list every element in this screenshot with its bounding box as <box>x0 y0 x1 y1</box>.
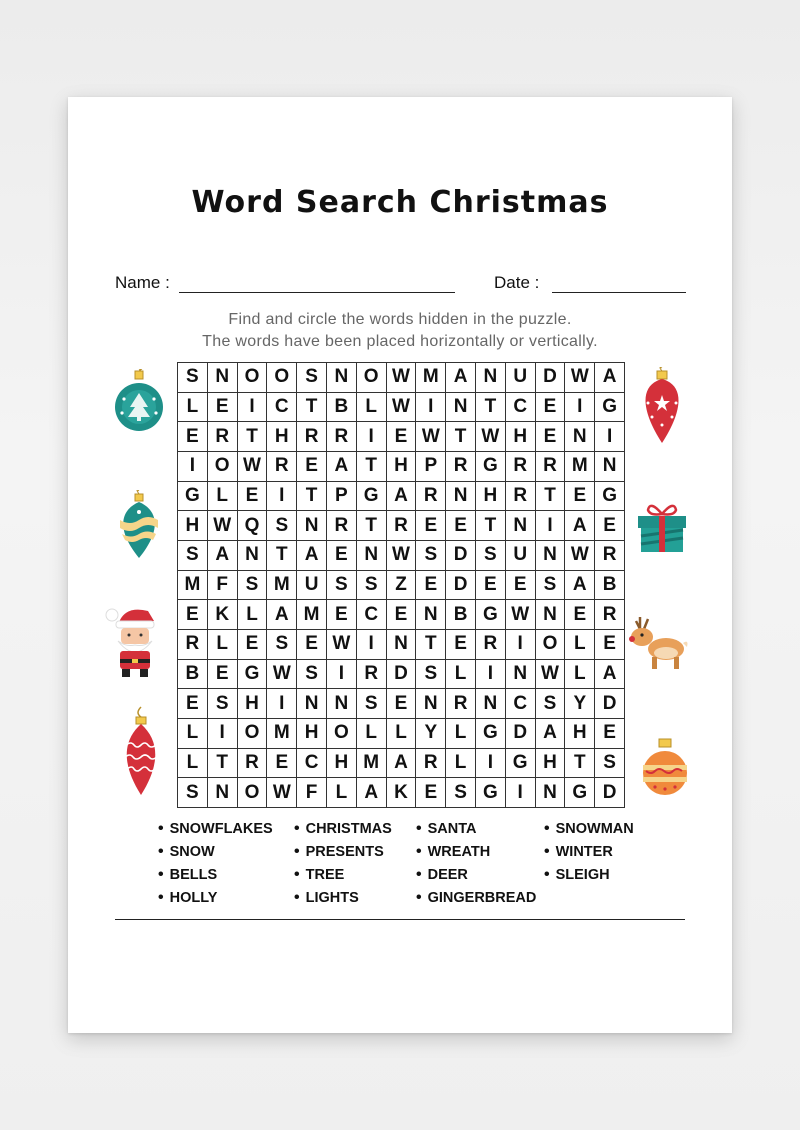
grid-cell[interactable]: B <box>327 393 357 423</box>
grid-cell[interactable]: D <box>446 541 476 571</box>
grid-cell[interactable]: W <box>208 511 238 541</box>
grid-cell[interactable]: S <box>357 689 387 719</box>
grid-cell[interactable]: H <box>297 719 327 749</box>
grid-cell[interactable]: R <box>446 689 476 719</box>
grid-cell[interactable]: L <box>357 393 387 423</box>
grid-cell[interactable]: I <box>267 482 297 512</box>
grid-cell[interactable]: N <box>387 630 417 660</box>
grid-cell[interactable]: E <box>387 422 417 452</box>
grid-cell[interactable]: G <box>476 600 506 630</box>
grid-cell[interactable]: A <box>327 452 357 482</box>
instruction-line: Find and circle the words hidden in the puzzle. <box>228 311 572 328</box>
grid-cell[interactable]: I <box>595 422 625 452</box>
grid-cell[interactable]: L <box>387 719 417 749</box>
grid-cell[interactable]: A <box>565 511 595 541</box>
grid-cell[interactable]: N <box>476 689 506 719</box>
grid-cell[interactable]: I <box>267 689 297 719</box>
grid-cell[interactable]: R <box>476 630 506 660</box>
grid-cell[interactable]: I <box>565 393 595 423</box>
grid-cell[interactable]: E <box>536 393 566 423</box>
grid-cell[interactable]: L <box>565 630 595 660</box>
grid-cell[interactable]: T <box>357 511 387 541</box>
grid-cell[interactable]: S <box>536 689 566 719</box>
grid-cell[interactable]: R <box>267 452 297 482</box>
name-line[interactable] <box>179 292 455 293</box>
grid-cell[interactable]: R <box>387 511 417 541</box>
grid-cell[interactable]: N <box>446 482 476 512</box>
grid-cell[interactable]: E <box>178 600 208 630</box>
grid-cell[interactable]: R <box>208 422 238 452</box>
grid-cell[interactable]: W <box>565 363 595 393</box>
grid-cell[interactable]: H <box>267 422 297 452</box>
grid-cell[interactable]: S <box>476 541 506 571</box>
grid-cell[interactable]: T <box>208 749 238 779</box>
grid-cell[interactable]: L <box>178 719 208 749</box>
grid-cell[interactable]: T <box>446 422 476 452</box>
grid-cell[interactable]: M <box>416 363 446 393</box>
word-list-column <box>416 819 544 907</box>
grid-cell[interactable]: N <box>536 600 566 630</box>
word-item: • SNOW <box>158 842 294 861</box>
date-line[interactable] <box>552 292 686 293</box>
grid-cell[interactable]: A <box>297 541 327 571</box>
word-item: • SANTA <box>416 819 544 838</box>
divider <box>115 919 685 920</box>
grid-cell[interactable]: N <box>297 689 327 719</box>
grid-cell[interactable]: E <box>536 422 566 452</box>
grid-cell[interactable]: N <box>536 541 566 571</box>
grid-cell[interactable]: I <box>178 452 208 482</box>
grid-cell[interactable]: E <box>297 452 327 482</box>
grid-cell[interactable]: N <box>357 541 387 571</box>
grid-cell[interactable]: W <box>267 660 297 690</box>
ornament-red-drop-icon <box>118 705 164 797</box>
date-label: Date : <box>494 273 540 292</box>
grid-cell[interactable]: A <box>536 719 566 749</box>
grid-cell[interactable]: L <box>208 482 238 512</box>
word-item: • WREATH <box>416 842 544 861</box>
grid-cell[interactable]: A <box>357 778 387 808</box>
grid-cell[interactable]: R <box>416 482 446 512</box>
word-list <box>158 819 678 907</box>
word-item: • SNOWFLAKES <box>158 819 294 838</box>
grid-cell[interactable]: O <box>267 363 297 393</box>
grid-cell[interactable]: I <box>536 511 566 541</box>
grid-cell[interactable]: H <box>178 511 208 541</box>
grid-cell[interactable]: I <box>506 630 536 660</box>
grid-cell[interactable]: N <box>536 778 566 808</box>
grid-cell[interactable]: I <box>416 393 446 423</box>
grid-cell[interactable]: G <box>476 452 506 482</box>
grid-cell[interactable]: A <box>595 660 625 690</box>
grid-cell[interactable]: O <box>238 719 268 749</box>
grid-cell[interactable]: R <box>506 452 536 482</box>
grid-cell[interactable]: W <box>267 778 297 808</box>
grid-cell[interactable]: C <box>267 393 297 423</box>
grid-cell[interactable]: H <box>476 482 506 512</box>
grid-cell[interactable]: N <box>208 363 238 393</box>
grid-cell[interactable]: O <box>238 363 268 393</box>
grid-cell[interactable]: E <box>595 719 625 749</box>
grid-cell[interactable]: E <box>595 630 625 660</box>
grid-cell[interactable]: H <box>565 719 595 749</box>
word-item: • SLEIGH <box>544 865 678 884</box>
grid-cell[interactable]: N <box>506 511 536 541</box>
grid-cell[interactable]: I <box>476 660 506 690</box>
gift-box-icon <box>634 500 690 556</box>
grid-cell[interactable]: U <box>506 363 536 393</box>
grid-cell[interactable]: L <box>446 719 476 749</box>
word-item: • BELLS <box>158 865 294 884</box>
grid-cell[interactable]: S <box>416 541 446 571</box>
word-item: • CHRISTMAS <box>294 819 416 838</box>
grid-cell[interactable]: R <box>416 749 446 779</box>
grid-cell[interactable]: H <box>327 749 357 779</box>
grid-cell[interactable]: W <box>416 422 446 452</box>
worksheet-page <box>68 97 732 1033</box>
grid-cell[interactable]: I <box>506 778 536 808</box>
name-label: Name : <box>115 273 170 292</box>
grid-cell[interactable]: R <box>506 482 536 512</box>
grid-cell[interactable]: N <box>416 689 446 719</box>
grid-cell[interactable]: A <box>565 571 595 601</box>
grid-cell[interactable]: E <box>297 630 327 660</box>
grid-cell[interactable]: G <box>476 719 506 749</box>
date-field[interactable] <box>494 273 688 299</box>
grid-cell[interactable]: T <box>476 511 506 541</box>
grid-cell[interactable]: N <box>238 541 268 571</box>
grid-cell[interactable]: N <box>208 778 238 808</box>
grid-cell[interactable]: E <box>506 571 536 601</box>
grid-cell[interactable]: G <box>476 778 506 808</box>
grid-cell[interactable]: A <box>208 541 238 571</box>
grid-cell[interactable]: C <box>297 749 327 779</box>
grid-cell[interactable]: W <box>536 660 566 690</box>
reindeer-icon <box>626 615 690 673</box>
page-title: Word Search Christmas <box>191 185 609 220</box>
word-item: • DEER <box>416 865 544 884</box>
grid-cell[interactable]: L <box>178 749 208 779</box>
grid-cell[interactable]: T <box>565 749 595 779</box>
grid-cell[interactable]: F <box>297 778 327 808</box>
grid-cell[interactable]: N <box>506 660 536 690</box>
grid-cell[interactable]: H <box>506 422 536 452</box>
grid-cell[interactable]: C <box>506 689 536 719</box>
grid-cell[interactable]: S <box>297 363 327 393</box>
grid-cell[interactable]: W <box>476 422 506 452</box>
grid-cell[interactable]: W <box>387 541 417 571</box>
grid-cell[interactable]: L <box>178 393 208 423</box>
grid-cell[interactable]: O <box>238 778 268 808</box>
grid-cell[interactable]: T <box>267 541 297 571</box>
grid-cell[interactable]: M <box>178 571 208 601</box>
grid-cell[interactable]: W <box>387 363 417 393</box>
ornament-red-star-icon <box>636 367 688 447</box>
grid-cell[interactable]: T <box>297 393 327 423</box>
grid-cell[interactable]: R <box>536 452 566 482</box>
grid-cell[interactable]: S <box>208 689 238 719</box>
grid-cell[interactable]: S <box>267 511 297 541</box>
grid-cell[interactable]: Q <box>238 511 268 541</box>
grid-cell[interactable]: S <box>327 571 357 601</box>
word-item: • PRESENTS <box>294 842 416 861</box>
grid-cell[interactable]: K <box>387 778 417 808</box>
grid-cell[interactable]: H <box>238 689 268 719</box>
grid-cell[interactable]: S <box>267 630 297 660</box>
grid-cell[interactable]: R <box>327 422 357 452</box>
grid-cell[interactable]: R <box>297 422 327 452</box>
grid-cell[interactable]: R <box>327 511 357 541</box>
grid-cell[interactable]: N <box>476 363 506 393</box>
grid-cell[interactable]: L <box>208 630 238 660</box>
grid-cell[interactable]: T <box>416 630 446 660</box>
grid-cell[interactable]: I <box>238 393 268 423</box>
word-item: • TREE <box>294 865 416 884</box>
grid-cell[interactable]: E <box>208 393 238 423</box>
grid-cell[interactable]: M <box>267 719 297 749</box>
grid-cell[interactable]: S <box>446 778 476 808</box>
grid-cell[interactable]: L <box>565 660 595 690</box>
grid-cell[interactable]: S <box>178 541 208 571</box>
word-list-column <box>158 819 294 907</box>
grid-cell[interactable]: L <box>446 660 476 690</box>
grid-cell[interactable]: S <box>595 749 625 779</box>
grid-cell[interactable]: T <box>238 422 268 452</box>
grid-cell[interactable]: R <box>446 452 476 482</box>
grid-cell[interactable]: E <box>208 660 238 690</box>
grid-cell[interactable]: N <box>595 452 625 482</box>
grid-cell[interactable]: B <box>446 600 476 630</box>
word-item: • LIGHTS <box>294 888 416 907</box>
grid-cell[interactable]: S <box>357 571 387 601</box>
grid-cell[interactable]: A <box>387 482 417 512</box>
grid-cell[interactable]: E <box>416 778 446 808</box>
grid-cell[interactable]: O <box>357 363 387 393</box>
grid-cell[interactable]: U <box>506 541 536 571</box>
grid-cell[interactable]: Y <box>416 719 446 749</box>
grid-cell[interactable]: I <box>357 630 387 660</box>
grid-cell[interactable]: P <box>327 482 357 512</box>
grid-cell[interactable]: E <box>387 689 417 719</box>
grid-cell[interactable]: M <box>267 571 297 601</box>
grid-cell[interactable]: S <box>416 660 446 690</box>
grid-cell[interactable]: P <box>416 452 446 482</box>
grid-cell[interactable]: D <box>595 689 625 719</box>
grid-cell[interactable]: N <box>327 363 357 393</box>
grid-cell[interactable]: W <box>387 393 417 423</box>
grid-cell[interactable]: E <box>565 600 595 630</box>
grid-cell[interactable]: Z <box>387 571 417 601</box>
grid-cell[interactable]: S <box>178 778 208 808</box>
grid-cell[interactable]: L <box>238 600 268 630</box>
grid-cell[interactable]: G <box>238 660 268 690</box>
grid-cell[interactable]: D <box>446 571 476 601</box>
grid-cell[interactable]: L <box>357 719 387 749</box>
word-list-column <box>544 819 678 907</box>
grid-cell[interactable]: E <box>178 689 208 719</box>
grid-cell[interactable]: K <box>208 600 238 630</box>
grid-cell[interactable]: E <box>327 541 357 571</box>
word-item: • GINGERBREAD <box>416 888 544 907</box>
grid-cell[interactable]: H <box>387 452 417 482</box>
ornament-orange-icon <box>640 737 690 801</box>
grid-cell[interactable]: H <box>536 749 566 779</box>
grid-cell[interactable]: O <box>327 719 357 749</box>
grid-cell[interactable]: T <box>476 393 506 423</box>
word-item: • WINTER <box>544 842 678 861</box>
grid-cell[interactable]: E <box>565 482 595 512</box>
grid-cell[interactable]: I <box>476 749 506 779</box>
grid-cell[interactable]: T <box>536 482 566 512</box>
grid-cell[interactable]: S <box>536 571 566 601</box>
grid-cell[interactable]: G <box>178 482 208 512</box>
grid-cell[interactable]: W <box>238 452 268 482</box>
grid-cell[interactable]: B <box>595 571 625 601</box>
grid-cell[interactable]: F <box>208 571 238 601</box>
grid-cell[interactable]: E <box>267 749 297 779</box>
grid-cell[interactable]: T <box>297 482 327 512</box>
grid-cell[interactable]: G <box>506 749 536 779</box>
grid-cell[interactable]: R <box>357 660 387 690</box>
grid-cell[interactable]: E <box>327 600 357 630</box>
grid-cell[interactable]: L <box>327 778 357 808</box>
grid-cell[interactable]: G <box>357 482 387 512</box>
grid-cell[interactable]: C <box>506 393 536 423</box>
grid-cell[interactable]: M <box>297 600 327 630</box>
ornament-tree-icon <box>112 369 166 439</box>
grid-cell[interactable]: W <box>327 630 357 660</box>
grid-cell[interactable]: N <box>327 689 357 719</box>
grid-cell[interactable]: B <box>178 660 208 690</box>
grid-cell[interactable]: D <box>595 778 625 808</box>
grid-cell[interactable]: U <box>297 571 327 601</box>
grid-cell[interactable]: G <box>595 482 625 512</box>
grid-cell[interactable]: G <box>595 393 625 423</box>
santa-icon <box>104 603 162 683</box>
grid-cell[interactable]: N <box>446 393 476 423</box>
grid-cell[interactable]: T <box>357 452 387 482</box>
grid-cell[interactable]: N <box>297 511 327 541</box>
grid-cell[interactable]: D <box>536 363 566 393</box>
grid-cell[interactable]: E <box>178 422 208 452</box>
grid-cell[interactable]: Y <box>565 689 595 719</box>
grid-cell[interactable]: A <box>267 600 297 630</box>
grid-cell[interactable]: E <box>446 511 476 541</box>
grid-cell[interactable]: R <box>595 600 625 630</box>
grid-cell[interactable]: A <box>595 363 625 393</box>
grid-cell[interactable]: S <box>178 363 208 393</box>
grid-cell[interactable]: M <box>565 452 595 482</box>
ornament-striped-icon <box>112 490 166 562</box>
grid-cell[interactable]: I <box>208 719 238 749</box>
instructions <box>68 309 732 353</box>
grid-cell[interactable]: W <box>506 600 536 630</box>
grid-cell[interactable]: W <box>565 541 595 571</box>
grid-cell[interactable]: E <box>416 511 446 541</box>
grid-cell[interactable]: L <box>446 749 476 779</box>
grid-cell[interactable]: G <box>565 778 595 808</box>
grid-cell[interactable]: E <box>238 482 268 512</box>
grid-cell[interactable]: C <box>357 600 387 630</box>
grid-cell[interactable]: A <box>387 749 417 779</box>
grid-cell[interactable]: O <box>208 452 238 482</box>
word-item: • HOLLY <box>158 888 294 907</box>
grid-cell[interactable]: S <box>238 571 268 601</box>
grid-cell[interactable]: E <box>595 511 625 541</box>
word-list-column <box>294 819 416 907</box>
grid-cell[interactable]: R <box>595 541 625 571</box>
grid-cell[interactable]: R <box>178 630 208 660</box>
grid-cell[interactable]: E <box>416 571 446 601</box>
instruction-line: The words have been placed horizontally or vertically. <box>202 333 598 350</box>
grid-cell[interactable]: E <box>387 600 417 630</box>
grid-cell[interactable]: I <box>357 422 387 452</box>
word-item: • SNOWMAN <box>544 819 678 838</box>
grid-cell[interactable]: S <box>297 660 327 690</box>
grid-cell[interactable]: N <box>565 422 595 452</box>
grid-cell[interactable]: I <box>327 660 357 690</box>
grid-cell[interactable]: O <box>536 630 566 660</box>
grid-cell[interactable]: M <box>357 749 387 779</box>
name-field[interactable] <box>115 273 455 299</box>
grid-cell[interactable]: D <box>506 719 536 749</box>
grid-cell[interactable]: D <box>387 660 417 690</box>
grid-cell[interactable]: R <box>238 749 268 779</box>
grid-cell[interactable]: N <box>416 600 446 630</box>
grid-cell[interactable]: E <box>238 630 268 660</box>
word-search-grid[interactable] <box>177 362 625 808</box>
grid-cell[interactable]: A <box>446 363 476 393</box>
grid-cell[interactable]: E <box>446 630 476 660</box>
grid-cell[interactable]: E <box>476 571 506 601</box>
